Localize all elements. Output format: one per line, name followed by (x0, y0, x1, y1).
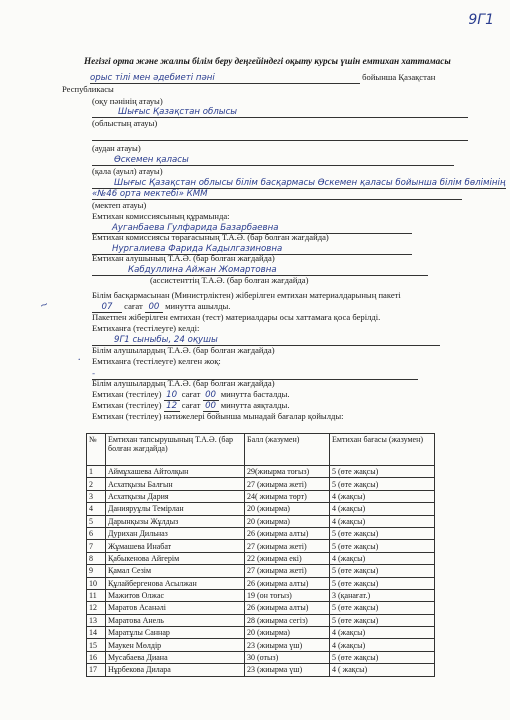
header-score: Балл (жазумен) (245, 434, 330, 466)
row-number: 5 (87, 515, 106, 527)
student-name: Маратов Асанәлі (106, 602, 245, 614)
grade: 4 (жақсы) (330, 490, 435, 502)
table-row (87, 466, 435, 478)
grade: 3 (қанағат.) (330, 589, 435, 601)
student-name: Жұмашева Инабат (106, 540, 245, 552)
row-number: 15 (87, 639, 106, 651)
student-name: Асхатқызы Балғын (106, 478, 245, 490)
city-caption: (қала (ауыл) атауы) (92, 166, 163, 176)
grade: 5 (өте жақсы) (330, 540, 435, 552)
score: 23 (жиырма үш) (245, 639, 330, 651)
subject-line (90, 72, 435, 84)
table-row (87, 664, 435, 676)
score: 23 (жиырма үш) (245, 664, 330, 676)
student-name: Мусабаева Диана (106, 651, 245, 663)
score: 22 (жиырма екі) (245, 552, 330, 564)
table-row (87, 552, 435, 564)
start-hour-label: сағат (181, 389, 201, 399)
header-grade: Емтихан бағасы (жазумен) (330, 434, 435, 466)
score: 20 (жиырма) (245, 627, 330, 639)
header-student-name: Емтихан тапсырушының Т.А.Ә. (бар болған жағдайда) (106, 434, 245, 466)
package-hour-label: сағат (124, 301, 143, 311)
republic-label: Республикасы (62, 84, 114, 94)
package-minute: 00 (145, 302, 163, 313)
table-row (87, 478, 435, 490)
document-title: Негізгі орта және жалпы білім беру деңгейіндегі оқыту курсы үшін емтихан хаттамасы (84, 56, 451, 66)
table-row (87, 527, 435, 539)
examiner-value: Нургалиева Фарида Кадылгазиновна (92, 244, 412, 255)
row-number: 6 (87, 527, 106, 539)
score: 27 (жиырма жеті) (245, 565, 330, 577)
examiner-caption: Емтихан алушының Т.А.Ә. (бар болған жағдайда) (92, 253, 275, 263)
score: 26 (жиырма алты) (245, 527, 330, 539)
absent-value: - (92, 369, 418, 380)
region-caption: (облыстың атауы) (92, 118, 158, 128)
subject-value: орыс тілі мен әдебиеті пәні (90, 73, 360, 84)
end-hour: 12 (164, 401, 180, 412)
row-number: 13 (87, 614, 106, 626)
student-name: Нұрбекова Дилара (106, 664, 245, 676)
score: 20 (жиырма) (245, 515, 330, 527)
row-number: 10 (87, 577, 106, 589)
row-number: 16 (87, 651, 106, 663)
row-number: 9 (87, 565, 106, 577)
score: 26 (жиырма алты) (245, 602, 330, 614)
results-line: Емтихан (тестілеу) нәтижелері бойынша мынадай бағалар қойылды: (92, 411, 344, 421)
row-number: 3 (87, 490, 106, 502)
school-caption: (мектеп атауы) (92, 200, 147, 210)
row-number: 8 (87, 552, 106, 564)
grade: 5 (өте жақсы) (330, 466, 435, 478)
student-name: Дарынқызы Жұлдыз (106, 515, 245, 527)
results-table (86, 433, 435, 677)
absent-caption: Білім алушылардың Т.А.Ә. (бар болған жағдайда) (92, 378, 275, 388)
start-prefix: Емтихан (тестілеу) (92, 389, 162, 399)
score: 19 (он тоғыз) (245, 589, 330, 601)
grade: 5 (өте жақсы) (330, 651, 435, 663)
table-row (87, 540, 435, 552)
table-row (87, 503, 435, 515)
subject-suffix: бойынша Қазақстан (362, 72, 436, 82)
student-name: Асхатқызы Дария (106, 490, 245, 502)
grade: 4 ( жақсы) (330, 664, 435, 676)
score: 24( жиырма төрт) (245, 490, 330, 502)
grade: 5 (өте жақсы) (330, 527, 435, 539)
assistant-caption: (ассистенттің Т.А.Ә. (бар болған жағдайда) (150, 275, 309, 285)
start-hour: 10 (164, 390, 180, 401)
grade: 5 (өте жақсы) (330, 577, 435, 589)
student-name: Қамал Сезім (106, 565, 245, 577)
arrived-value: 9Г1 сыныбы, 24 оқушы (92, 335, 440, 346)
row-number: 2 (87, 478, 106, 490)
student-name: Данияруұлы Темірлан (106, 503, 245, 515)
arrived-label: Емтиханға (тестілеуге) келді: (92, 323, 200, 333)
student-name: Маукен Мөлдір (106, 639, 245, 651)
arrived-caption: Білім алушылардың Т.А.Ә. (бар болған жағдайда) (92, 345, 275, 355)
header-number: № (87, 434, 106, 466)
student-name: Мажитов Олжас (106, 589, 245, 601)
row-number: 7 (87, 540, 106, 552)
region-value: Шығыс Қазақстан облысы (92, 107, 468, 118)
table-row (87, 602, 435, 614)
table-row (87, 589, 435, 601)
grade: 4 (жақсы) (330, 515, 435, 527)
row-number: 12 (87, 602, 106, 614)
row-number: 11 (87, 589, 106, 601)
score: 30 (отыз) (245, 651, 330, 663)
row-number: 1 (87, 466, 106, 478)
table-row (87, 651, 435, 663)
start-minute: 00 (203, 390, 219, 401)
grade: 4 (жақсы) (330, 503, 435, 515)
start-minute-label: минутта басталды. (220, 389, 290, 399)
grade: 4 (жақсы) (330, 552, 435, 564)
student-name: Қабыкенова Айгерім (106, 552, 245, 564)
grade: 5 (өте жақсы) (330, 614, 435, 626)
student-name: Маратова Анель (106, 614, 245, 626)
corner-mark: 9Г1 (468, 12, 494, 28)
grade: 5 (өте жақсы) (330, 565, 435, 577)
grade: 4 (жақсы) (330, 627, 435, 639)
table-row (87, 627, 435, 639)
score: 29(жиырма тоғыз) (245, 466, 330, 478)
assistant-value: Кабдуллина Айжан Жомартовна (92, 265, 428, 276)
student-name: Құлайбергенова Асылжан (106, 577, 245, 589)
row-number: 4 (87, 503, 106, 515)
end-minute: 00 (203, 401, 219, 412)
score: 28 (жиырма сегіз) (245, 614, 330, 626)
student-name: Маратұлы Саннар (106, 627, 245, 639)
chair-caption: Емтихан комиссиясы төрағасының Т.А.Ә. (бар болған жағдайда) (92, 232, 329, 242)
table-row (87, 490, 435, 502)
absent-label: Емтиханға (тестілеуге) келген жоқ: (92, 356, 221, 366)
student-name: Аймұхашева Айтолқын (106, 466, 245, 478)
end-hour-label: сағат (181, 400, 201, 410)
row-number: 14 (87, 627, 106, 639)
margin-tick: . (78, 352, 82, 363)
district-blank (92, 130, 468, 141)
school-value-2: «№46 орта мектебі» КММ (92, 189, 462, 200)
grade: 4 (жақсы) (330, 639, 435, 651)
district-caption: (аудан атауы) (92, 143, 141, 153)
score: 27 (жиырма жеті) (245, 478, 330, 490)
package-hour: 07 (92, 302, 122, 313)
score: 20 (жиырма) (245, 503, 330, 515)
package-note: Пакетпен жіберілген емтихан (тест) материалдары осы хаттамаға қоса берілді. (92, 312, 381, 322)
end-prefix: Емтихан (тестілеу) (92, 400, 162, 410)
end-minute-label: минутта аяқталды. (220, 400, 290, 410)
table-header-row (87, 434, 435, 466)
margin-mark: ~ (38, 298, 51, 313)
subject-caption: (оқу пәнінің атауы) (92, 96, 163, 106)
grade: 5 (өте жақсы) (330, 478, 435, 490)
table-row (87, 639, 435, 651)
row-number: 17 (87, 664, 106, 676)
package-line: Білім басқармасынан (Министрліктен) жіберілген емтихан материалдарының пакеті (92, 290, 401, 300)
table-row (87, 577, 435, 589)
student-name: Дурихан Дильназ (106, 527, 245, 539)
table-row (87, 614, 435, 626)
table-row (87, 515, 435, 527)
commission-label: Емтихан комиссиясының құрамында: (92, 211, 230, 221)
score: 27 (жиырма жеті) (245, 540, 330, 552)
table-row (87, 565, 435, 577)
city-value: Өскемен қаласы (92, 155, 454, 166)
chair-value: Ауганбаева Гулфарида Базарбаевна (92, 223, 412, 234)
grade: 5 (өте жақсы) (330, 602, 435, 614)
score: 26 (жиырма алты) (245, 577, 330, 589)
package-minute-label: минутта ашылды. (165, 301, 231, 311)
school-value-1: Шығыс Қазақстан облысы білім басқармасы Өскемен қаласы бойынша білім бөлімінің (92, 178, 506, 189)
